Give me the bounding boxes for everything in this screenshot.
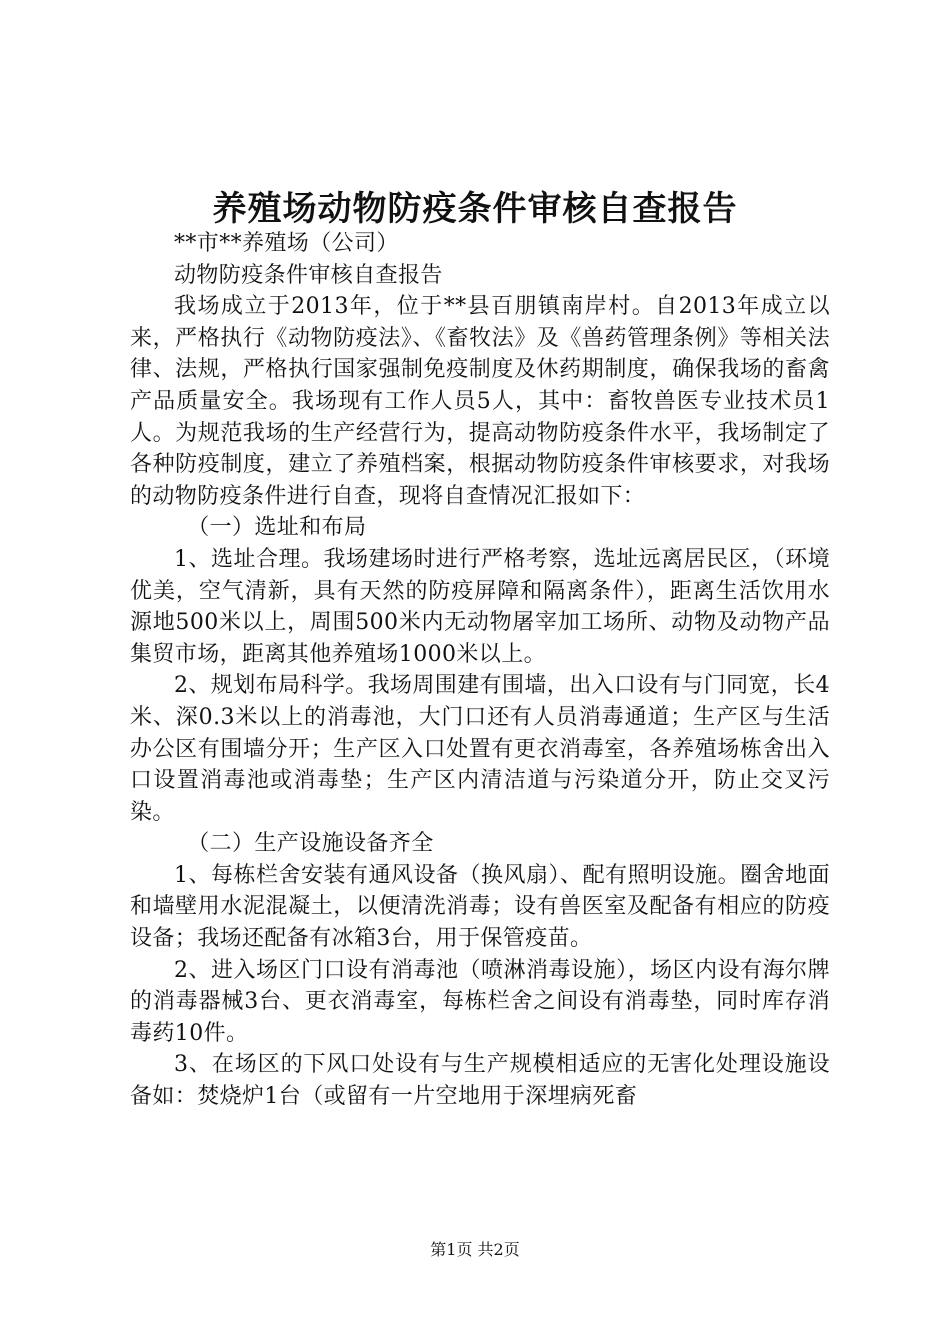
section2-item1-paragraph: 1、每栋栏舍安装有通风设备（换风扇）、配有照明设施。圈舍地面和墙壁用水泥混凝土，以便清洗消毒；设有兽医室及配备有相应的防疫设备；我场还配备有冰箱3台，用于保管疫苗。 [130, 862, 830, 952]
document-body [130, 228, 830, 1113]
page-footer: 第1页 共2页 [430, 1240, 520, 1259]
report-subtitle-line: 动物防疫条件审核自查报告 [174, 262, 443, 288]
section2-item3-paragraph: 3、在场区的下风口处设有与生产规模相适应的无害化处理设施设备如：焚烧炉1台（或留有一片空地用于深埋病死畜 [130, 1052, 830, 1110]
intro-paragraph: 我场成立于2013年，位于**县百朋镇南岸村。自2013年成立以来，严格执行《动物防疫法》、《畜牧法》及《兽药管理条例》等相关法律、法规，严格执行国家强制免疫制度及休药期制度，确保我场的畜禽产品质量安全。我场现有工作人员5人，其中：畜牧兽医专业技术员1人。为规范我场的生产经营行为，提高动物防疫条件水平，我场制定了各种防疫制度，建立了养殖档案，根据动物防疫条件审核要求，对我场的动物防疫条件进行自查，现将自查情况汇报如下： [130, 294, 830, 509]
section-heading-2: （二）生产设施设备齐全 [187, 831, 434, 857]
section1-item1-paragraph: 1、选址合理。我场建场时进行严格考察，选址远离居民区，（环境优美，空气清新，具有天然的防疫屏障和隔离条件），距离生活饮用水源地500米以上，周围500米内无动物屠宰加工场所、动物及动物产品集贸市场，距离其他养殖场1000米以上。 [130, 546, 830, 667]
section-heading-1: （一）选址和布局 [187, 515, 367, 541]
section1-item2-paragraph: 2、规划布局科学。我场周围建有围墙，出入口设有与门同宽，长4米、深0.3米以上的消毒池，大门口还有人员消毒通道；生产区与生活办公区有围墙分开；生产区入口处置有更衣消毒室，各养殖场栋舍出入口设置消毒池或消毒垫；生产区内清洁道与污染道分开，防止交叉污染。 [130, 673, 830, 825]
org-name-line: **市**养殖场（公司） [174, 231, 399, 256]
document-title: 养殖场动物防疫条件审核自查报告 [212, 189, 738, 229]
section2-item2-paragraph: 2、进入场区门口设有消毒池（喷淋消毒设施），场区内设有海尔牌的消毒器械3台、更衣消毒室，每栋栏舍之间设有消毒垫，同时库存消毒药10件。 [130, 957, 830, 1046]
